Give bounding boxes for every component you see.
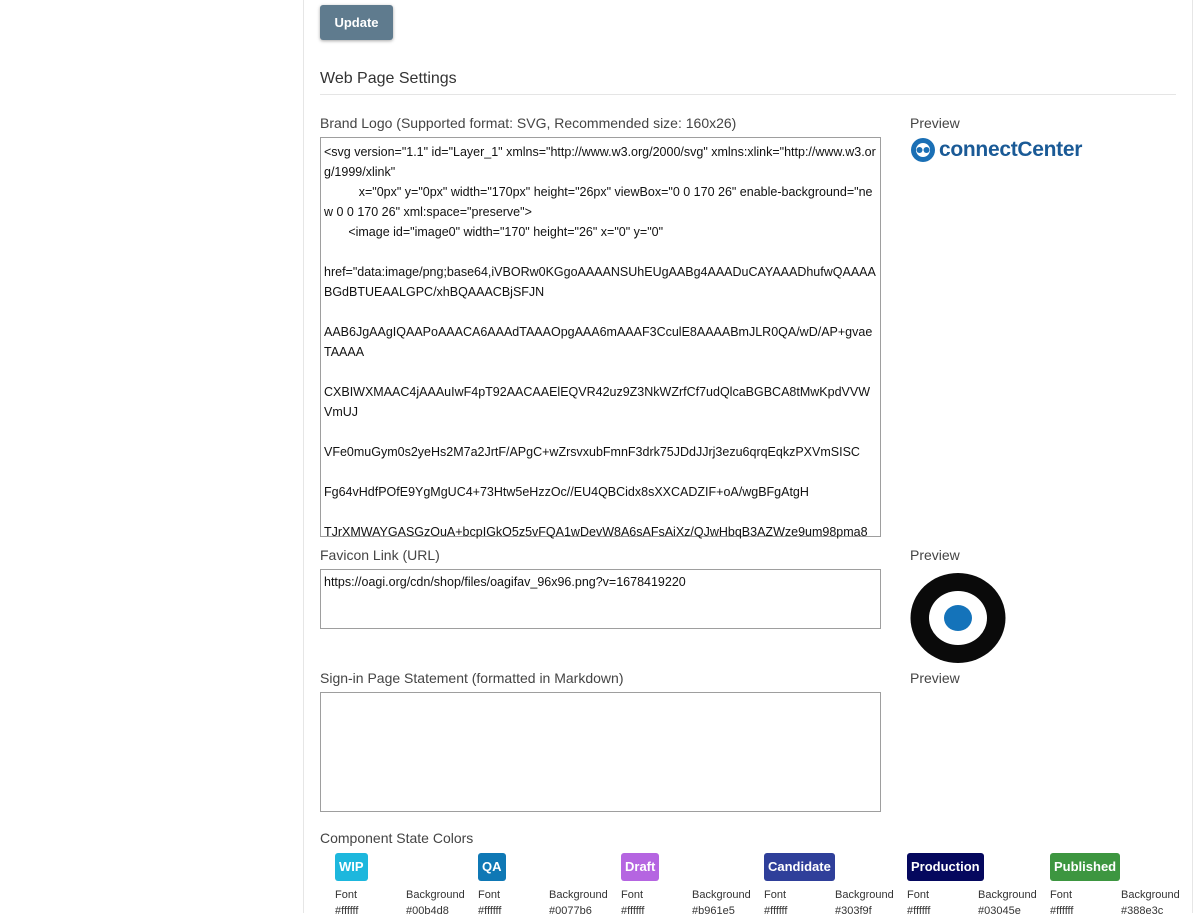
- favicon-preview-image: [910, 572, 1006, 664]
- brand-logo-textarea[interactable]: [320, 137, 881, 537]
- brand-logo-preview-text: connectCenter: [939, 138, 1083, 161]
- background-color-input[interactable]: #b961e5: [692, 905, 735, 917]
- background-color-label: Background: [692, 889, 751, 901]
- background-color-label: Background: [835, 889, 894, 901]
- font-color-input[interactable]: #ffffff: [478, 905, 502, 917]
- signin-statement-preview-label: Preview: [910, 670, 960, 686]
- component-state-colors-label: Component State Colors: [320, 830, 474, 846]
- font-color-input[interactable]: #ffffff: [621, 905, 645, 917]
- content-left-border: [303, 0, 304, 913]
- background-color-label: Background: [1121, 889, 1180, 901]
- update-button[interactable]: Update: [320, 5, 393, 40]
- state-chip-qa: QA: [478, 853, 506, 881]
- favicon-input[interactable]: [320, 569, 881, 629]
- left-sidebar: [0, 0, 303, 913]
- background-color-input[interactable]: #0077b6: [549, 905, 592, 917]
- connect-logo-icon: [910, 137, 936, 163]
- state-color-candidate: [749, 853, 894, 917]
- state-chip-wip: WIP: [335, 853, 368, 881]
- font-color-input[interactable]: #ffffff: [907, 905, 931, 917]
- background-color-input[interactable]: #303f9f: [835, 905, 872, 917]
- settings-content: [320, 0, 1190, 917]
- background-color-input[interactable]: #00b4d8: [406, 905, 449, 917]
- background-color-label: Background: [406, 889, 465, 901]
- signin-statement-label: Sign-in Page Statement (formatted in Markdown): [320, 670, 624, 686]
- state-chip-production: Production: [907, 853, 984, 881]
- section-title-web-page-settings: Web Page Settings: [320, 70, 457, 87]
- font-color-label: Font: [335, 889, 358, 901]
- background-color-input[interactable]: #03045e: [978, 905, 1021, 917]
- background-color-label: Background: [978, 889, 1037, 901]
- background-color-input[interactable]: #388e3c: [1121, 905, 1164, 917]
- brand-logo-preview-label: Preview: [910, 115, 960, 131]
- state-chip-published: Published: [1050, 853, 1120, 881]
- brand-logo-value: <svg version="1.1" id="Layer_1" xmlns="http://www.w3.org/2000/svg" xmlns:xlink="http://www.w3.org/1999/xlink" x="0px" y="0px" width="170px" height="26px" viewBox="0 0 170 26" enable-background="new 0 0 170 26" xml:space="preserve"> <image id="image0" width="170" height="26" x="0" y="0" href="data:image/png;base64,iVBORw0KGgoAAAANSUhEUgAABg4AAADuCAYAAADhufwQAAAABGdBTUEAALGPC/xhBQAAACBjSFJN AAB6JgAAgIQAAPoAAACA6AAAdTAAAOpgAAA6mAAAF3CculE8AAAABmJLR0QA/wD/AP+gvaeTAAAA CXBIWXMAAC4jAAAuIwF4pT92AACAAElEQVR42uz9Z3NkWZrfCf7udQlcaBGBCA8tMwKpdVVWVmUJ VFe0muGym0s2yeHs2M7a2JrtF/APgC+wZrsvxubFmnF3drk75JDdJJrj3ezu6qrqEqkzPXVmSISC Fg64vHdfPOfE9YgMgUC4+73Htw5eHzzOc//EU4QBCidx8sXXCADZIF+oA/wgBFgAtgH TJrXMWAYGASGzOuA+bcpIGkO5z5vFQA1wDevW8A6sAFsAiXz/QJwHbqB3AZWze9um98pma8: [324, 145, 876, 539]
- signin-statement-input[interactable]: [320, 692, 881, 812]
- font-color-input[interactable]: #ffffff: [764, 905, 788, 917]
- font-color-label: Font: [907, 889, 930, 901]
- favicon-preview-label: Preview: [910, 547, 960, 563]
- state-chip-draft: Draft: [621, 853, 659, 881]
- font-color-label: Font: [478, 889, 501, 901]
- font-color-label: Font: [621, 889, 644, 901]
- font-color-label: Font: [764, 889, 787, 901]
- favicon-label: Favicon Link (URL): [320, 547, 440, 563]
- brand-logo-label: Brand Logo (Supported format: SVG, Recommended size: 160x26): [320, 115, 737, 131]
- background-color-label: Background: [549, 889, 608, 901]
- font-color-input[interactable]: #ffffff: [1050, 905, 1074, 917]
- content-right-border: [1192, 0, 1193, 913]
- brand-logo-preview: [910, 136, 1082, 164]
- state-color-published: [1035, 853, 1180, 917]
- state-chip-candidate: Candidate: [764, 853, 835, 881]
- state-color-qa: [463, 853, 608, 917]
- font-color-input[interactable]: #ffffff: [335, 905, 359, 917]
- font-color-label: Font: [1050, 889, 1073, 901]
- state-color-production: [892, 853, 1037, 917]
- state-color-draft: [606, 853, 751, 917]
- state-color-wip: [320, 853, 465, 917]
- section-divider: [320, 94, 1176, 95]
